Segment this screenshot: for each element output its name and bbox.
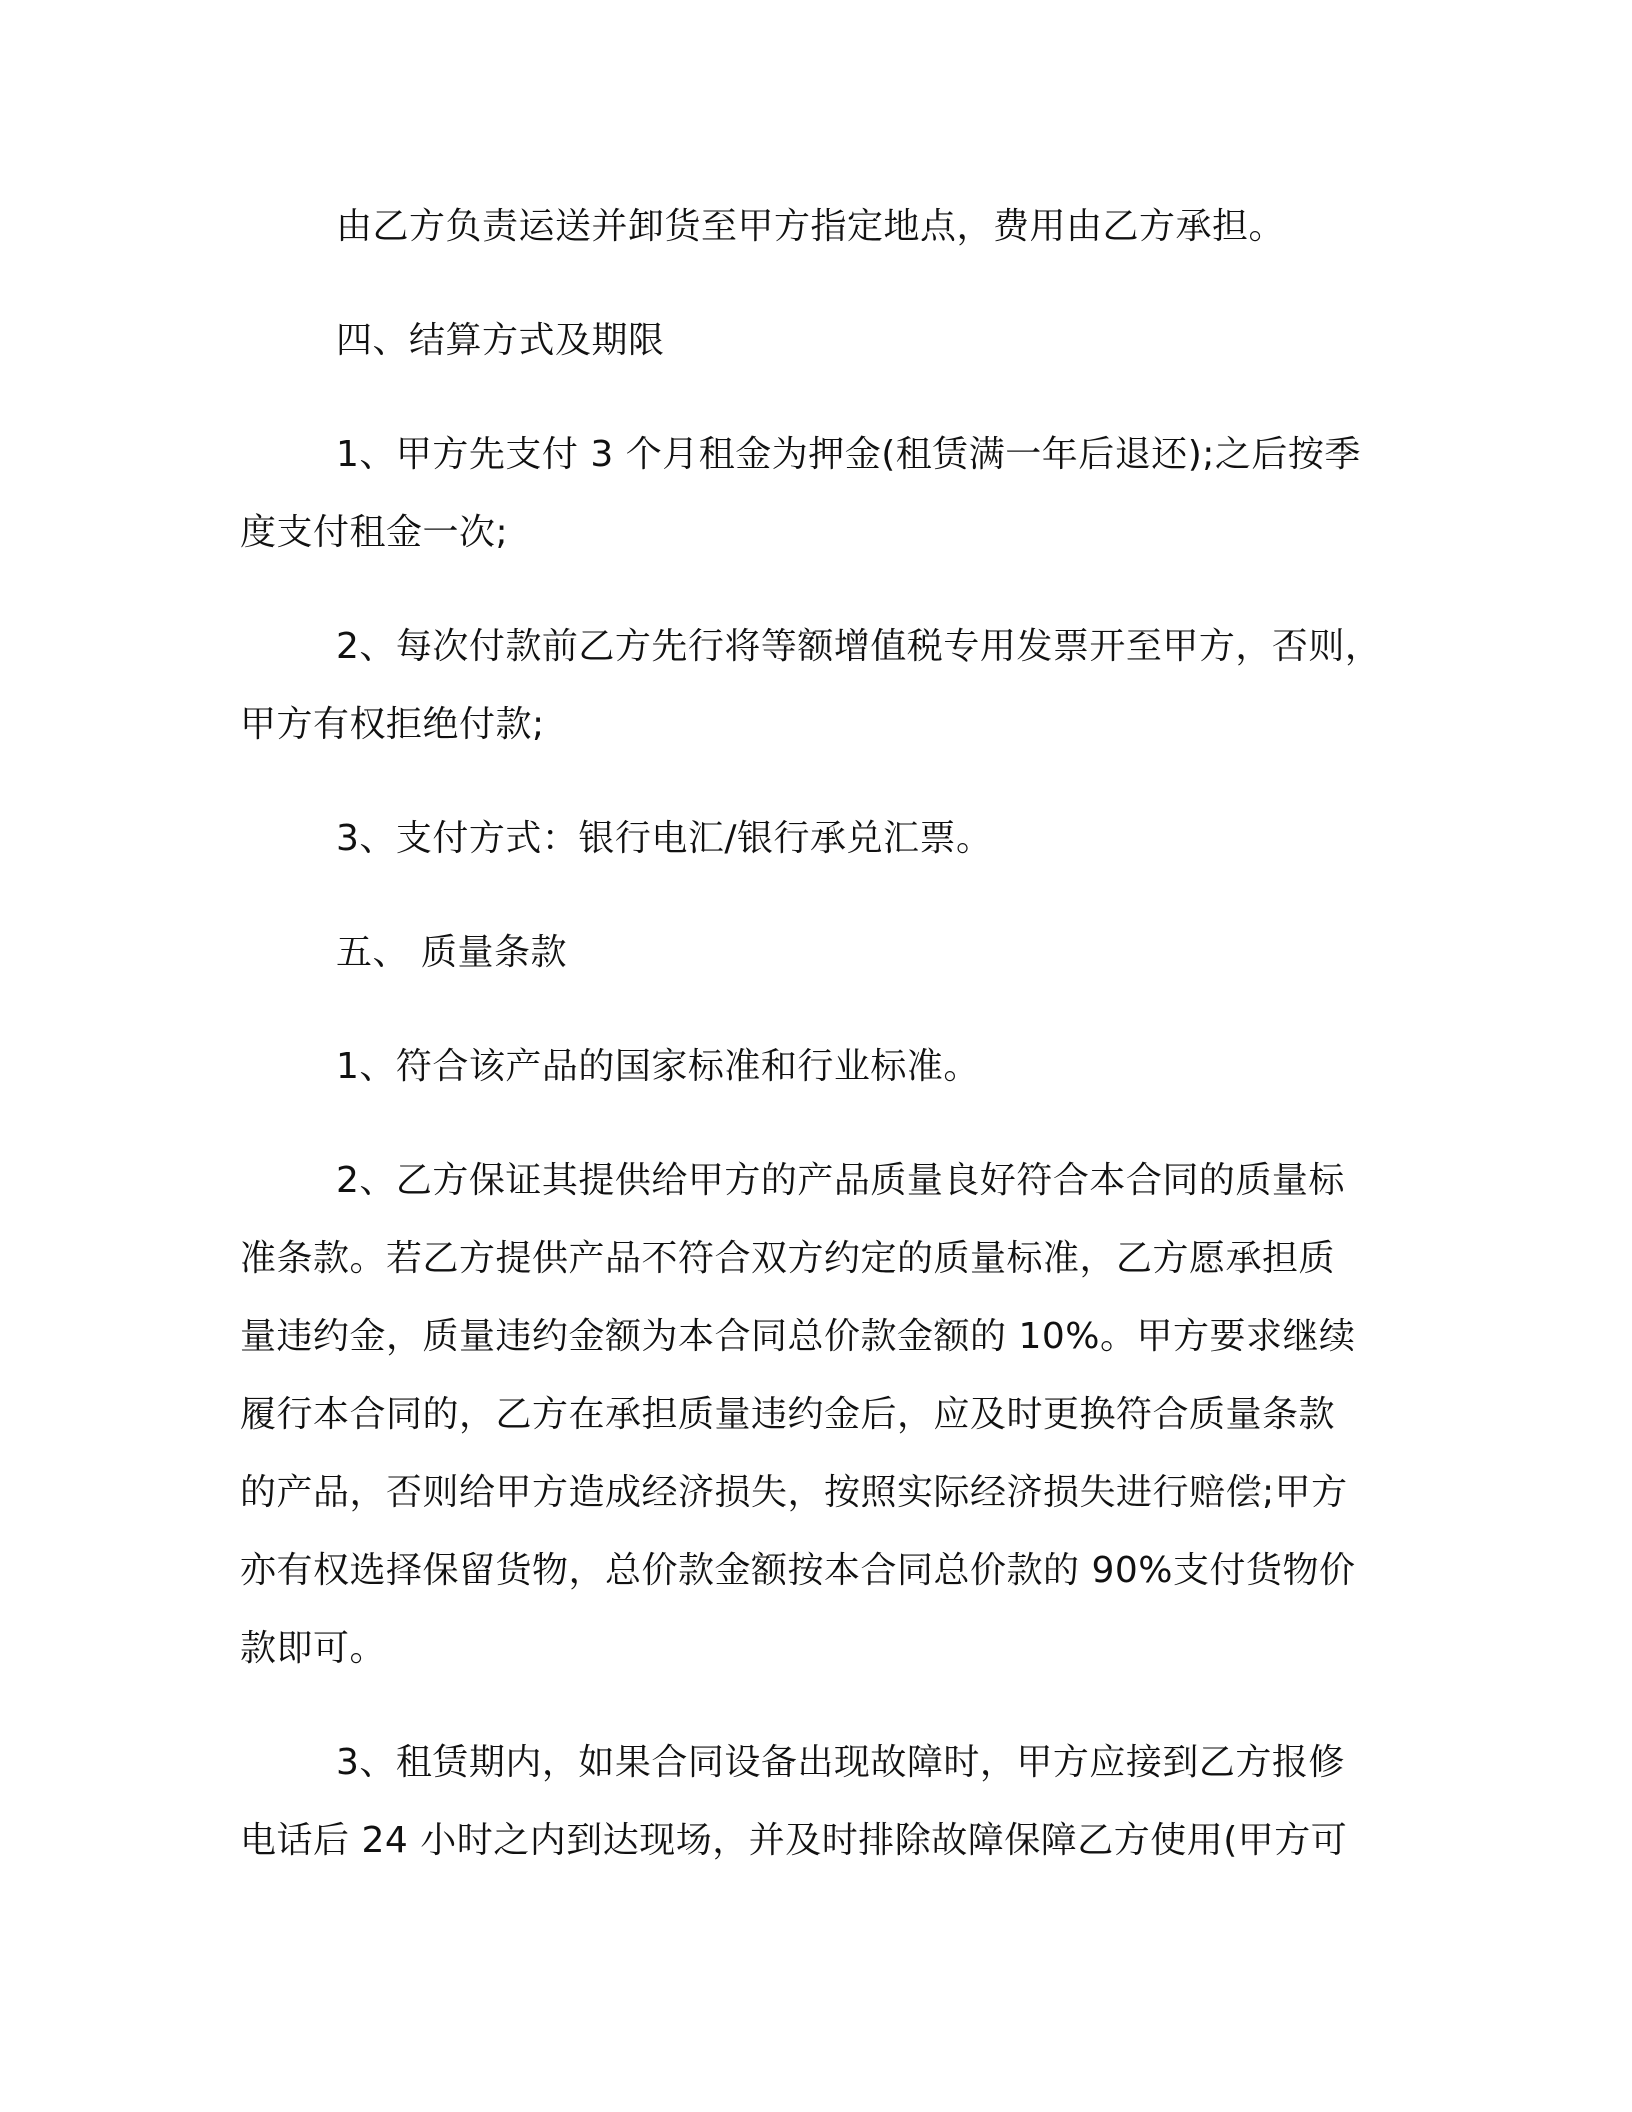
paragraph-line: 3、租赁期内，如果合同设备出现故障时，甲方应接到乙方报修 (336, 1742, 1345, 1783)
paragraph-line: 亦有权选择保留货物，总价款金额按本合同总价款的 90%支付货物价 (240, 1550, 1356, 1591)
section-heading-quality (240, 914, 1384, 992)
paragraph-line: 2、每次付款前乙方先行将等额增值税专用发票开至甲方，否则， (336, 626, 1382, 667)
paragraph-line: 甲方有权拒绝付款; (240, 704, 545, 745)
section-heading-settlement (240, 302, 1384, 380)
paragraph-line: 1、甲方先支付 3 个月租金为押金(租赁满一年后退还);之后按季 (336, 434, 1361, 475)
paragraph-line: 3、支付方式：银行电汇/银行承兑汇票。 (336, 818, 993, 859)
paragraph-settlement-1 (240, 416, 1384, 572)
paragraph-quality-1 (240, 1028, 1384, 1106)
paragraph-line: 度支付租金一次; (240, 512, 509, 553)
paragraph-line: 2、乙方保证其提供给甲方的产品质量良好符合本合同的质量标 (336, 1160, 1345, 1201)
paragraph-line: 量违约金，质量违约金额为本合同总价款金额的 10%。甲方要求继续 (240, 1316, 1356, 1357)
paragraph-line: 1、符合该产品的国家标准和行业标准。 (336, 1046, 980, 1087)
paragraph-line: 履行本合同的，乙方在承担质量违约金后，应及时更换符合质量条款 (240, 1394, 1336, 1435)
section-heading-text: 五、 质量条款 (336, 932, 567, 973)
section-heading-text: 四、结算方式及期限 (336, 320, 665, 361)
paragraph-settlement-3 (240, 800, 1384, 878)
paragraph-line: 款即可。 (240, 1628, 387, 1669)
paragraph-line: 准条款。若乙方提供产品不符合双方约定的质量标准，乙方愿承担质 (240, 1238, 1336, 1279)
paragraph-line: 由乙方负责运送并卸货至甲方指定地点，费用由乙方承担。 (336, 206, 1286, 247)
paragraph-quality-2 (240, 1142, 1384, 1688)
paragraph-line: 的产品，否则给甲方造成经济损失，按照实际经济损失进行赔偿;甲方 (240, 1472, 1348, 1513)
paragraph-line: 电话后 24 小时之内到达现场，并及时排除故障保障乙方使用(甲方可 (240, 1820, 1348, 1861)
paragraph-quality-3 (240, 1724, 1384, 1880)
paragraph-delivery (240, 188, 1384, 266)
paragraph-settlement-2 (240, 608, 1384, 764)
document-body (240, 188, 1384, 1916)
